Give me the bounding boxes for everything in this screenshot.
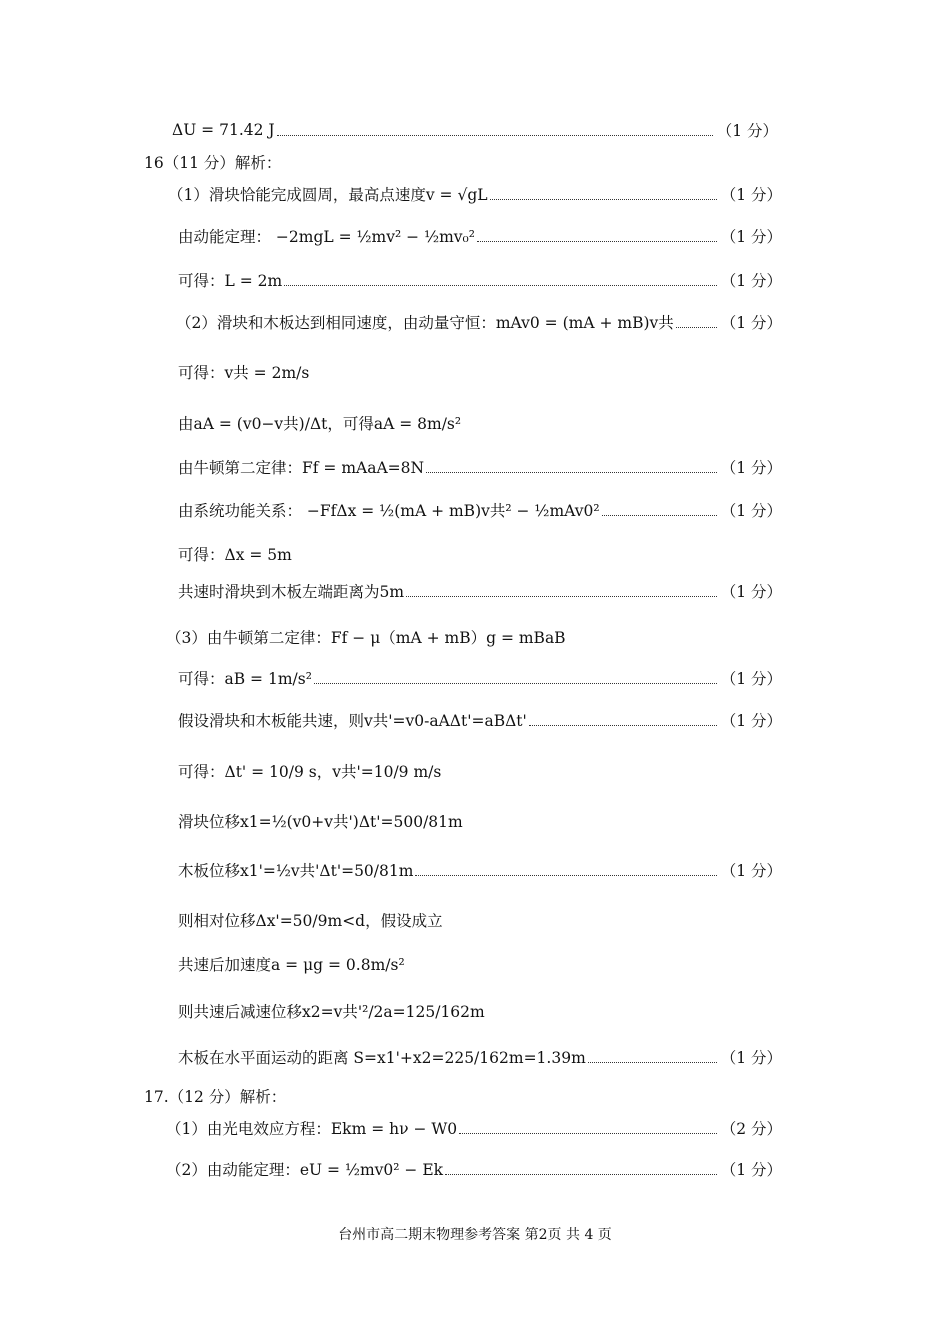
answer-line bbox=[178, 543, 292, 565]
answer-line bbox=[178, 667, 782, 689]
dot-leader bbox=[445, 1174, 717, 1175]
answer-line bbox=[178, 412, 461, 434]
answer-line bbox=[178, 580, 782, 602]
line-text: 可得：Δx = 5m bbox=[178, 546, 292, 564]
line-text: 由牛顿第二定律：Ff = mAaA=8N bbox=[178, 459, 425, 477]
line-text: 则共速后减速位移x2=v共'²/2a=125/162m bbox=[178, 1003, 485, 1021]
answer-line bbox=[178, 269, 782, 291]
question-heading bbox=[144, 151, 281, 173]
line-text: 木板在水平面运动的距离 S=x1'+x2=225/162m=1.39m bbox=[178, 1049, 586, 1067]
score: （1 分） bbox=[716, 122, 778, 140]
answer-line bbox=[178, 1046, 782, 1068]
answer-line bbox=[178, 1000, 485, 1022]
dot-leader bbox=[284, 285, 717, 286]
line-text: 滑块位移x1=½(v0+v共')Δt'=500/81m bbox=[178, 813, 463, 831]
dot-leader bbox=[406, 596, 717, 597]
dot-leader bbox=[490, 199, 717, 200]
dot-leader bbox=[602, 515, 717, 516]
answer-line bbox=[178, 709, 782, 731]
score: （1 分） bbox=[720, 228, 782, 246]
answer-line bbox=[178, 361, 309, 383]
line-text: （3）由牛顿第二定律：Ff − μ（mA + mB）g = mBaB bbox=[166, 629, 566, 647]
answer-line bbox=[178, 909, 443, 931]
answer-line bbox=[172, 119, 778, 141]
answer-line bbox=[178, 225, 782, 247]
dot-leader bbox=[676, 327, 717, 328]
line-text: ΔU = 71.42 J bbox=[172, 121, 275, 139]
line-text: 则相对位移Δx'=50/9m<d，假设成立 bbox=[178, 912, 443, 930]
answer-line bbox=[178, 456, 782, 478]
dot-leader bbox=[529, 725, 717, 726]
score: （1 分） bbox=[720, 314, 782, 332]
answer-line bbox=[166, 626, 566, 648]
line-text: 木板位移x1'=½v共'Δt'=50/81m bbox=[178, 862, 414, 880]
line-text: 17.（12 分）解析： bbox=[144, 1088, 287, 1106]
answer-line bbox=[178, 859, 782, 881]
answer-line bbox=[166, 1158, 782, 1180]
question-heading bbox=[144, 1085, 286, 1107]
answer-line bbox=[178, 953, 405, 975]
answer-line bbox=[166, 1117, 782, 1139]
line-text: 由aA = (v0−v共)/Δt，可得aA = 8m/s² bbox=[178, 415, 462, 433]
dot-leader bbox=[426, 472, 717, 473]
line-text: 由系统功能关系： −FfΔx = ½(mA + mB)v共² − ½mAv0² bbox=[178, 502, 600, 520]
line-text: 共速时滑块到木板左端距离为5m bbox=[178, 583, 405, 601]
answer-line bbox=[178, 810, 463, 832]
score: （1 分） bbox=[720, 186, 782, 204]
score: （1 分） bbox=[720, 583, 782, 601]
score: （1 分） bbox=[720, 272, 782, 290]
line-text: 由动能定理： −2mgL = ½mv² − ½mv₀² bbox=[178, 228, 475, 246]
score: （1 分） bbox=[720, 712, 782, 730]
score: （1 分） bbox=[720, 502, 782, 520]
line-text: 共速后加速度a = μg = 0.8m/s² bbox=[178, 956, 405, 974]
line-text: 可得：aB = 1m/s² bbox=[178, 670, 312, 688]
score: （1 分） bbox=[720, 1161, 782, 1179]
dot-leader bbox=[277, 135, 713, 136]
line-text: 16（11 分）解析： bbox=[144, 154, 282, 172]
score: （1 分） bbox=[720, 862, 782, 880]
score: （1 分） bbox=[720, 670, 782, 688]
dot-leader bbox=[314, 683, 717, 684]
line-text: （1）由光电效应方程：Ekm = hν − W0 bbox=[166, 1120, 458, 1138]
dot-leader bbox=[459, 1133, 717, 1134]
line-text: 假设滑块和木板能共速，则v共'=v0-aAΔt'=aBΔt' bbox=[178, 712, 527, 730]
line-text: （2）由动能定理：eU = ½mv0² − Ek bbox=[166, 1161, 444, 1179]
answer-line bbox=[178, 499, 782, 521]
page-footer: 台州市高二期末物理参考答案 第2页 共 4 页 bbox=[338, 1227, 612, 1243]
line-text: 可得：v共 = 2m/s bbox=[178, 364, 310, 382]
score: （1 分） bbox=[720, 459, 782, 477]
line-text: 可得：L = 2m bbox=[178, 272, 283, 290]
score: （1 分） bbox=[720, 1049, 782, 1067]
dot-leader bbox=[588, 1062, 717, 1063]
line-text: 可得：Δt' = 10/9 s，v共'=10/9 m/s bbox=[178, 763, 442, 781]
line-text: （1）滑块恰能完成圆周，最高点速度v = √gL bbox=[168, 186, 488, 204]
dot-leader bbox=[477, 241, 717, 242]
answer-line bbox=[176, 311, 782, 333]
dot-leader bbox=[415, 875, 716, 876]
answer-line bbox=[178, 760, 441, 782]
score: （2 分） bbox=[720, 1120, 782, 1138]
line-text: （2）滑块和木板达到相同速度，由动量守恒：mAv0 = (mA + mB)v共 bbox=[176, 314, 674, 332]
answer-line bbox=[168, 183, 782, 205]
